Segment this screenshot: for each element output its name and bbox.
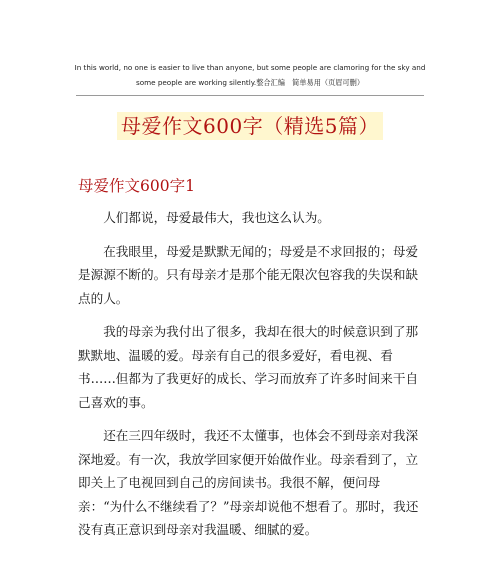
page-header-note: In this world, no one is easier to live than anyone, but some people are clamoring for the sky and some people are working silently.整合汇编 简单易用（页眉可删） bbox=[74, 63, 426, 87]
header-divider bbox=[76, 95, 424, 96]
document-title: 母爱作文600字（精选5篇） bbox=[117, 112, 383, 140]
paragraph: 我的母亲为我付出了很多，我却在很大的时候意识到了那默默地、温暖的爱。母亲有自己的很多爱好，看电视、看书……但都为了我更好的成长、学习而放弃了许多时间来干自己喜欢的事。 bbox=[78, 324, 419, 410]
section-heading: 母爱作文600字1 bbox=[78, 177, 195, 195]
paragraph: 还在三四年级时，我还不太懂事，也体会不到母亲对我深深地爱。有一次，我放学回家便开始做作业。母亲看到了，立即关上了电视回到自己的房间读书。我很不解，便问母亲：“为什么不继续看了？”母亲却说他不想看了。那时，我还没有真正意识到母亲对我温暖、细腻的爱。 bbox=[78, 428, 419, 537]
title-container bbox=[0, 112, 500, 140]
paragraph: 在我眼里，母爱是默默无闻的；母爱是不求回报的；母爱是源源不断的。只有母亲才是那个能无限次包容我的失误和缺点的人。 bbox=[78, 243, 419, 306]
body-text bbox=[78, 206, 424, 552]
paragraph: 人们都说，母爱最伟大，我也这么认为。 bbox=[103, 210, 330, 225]
